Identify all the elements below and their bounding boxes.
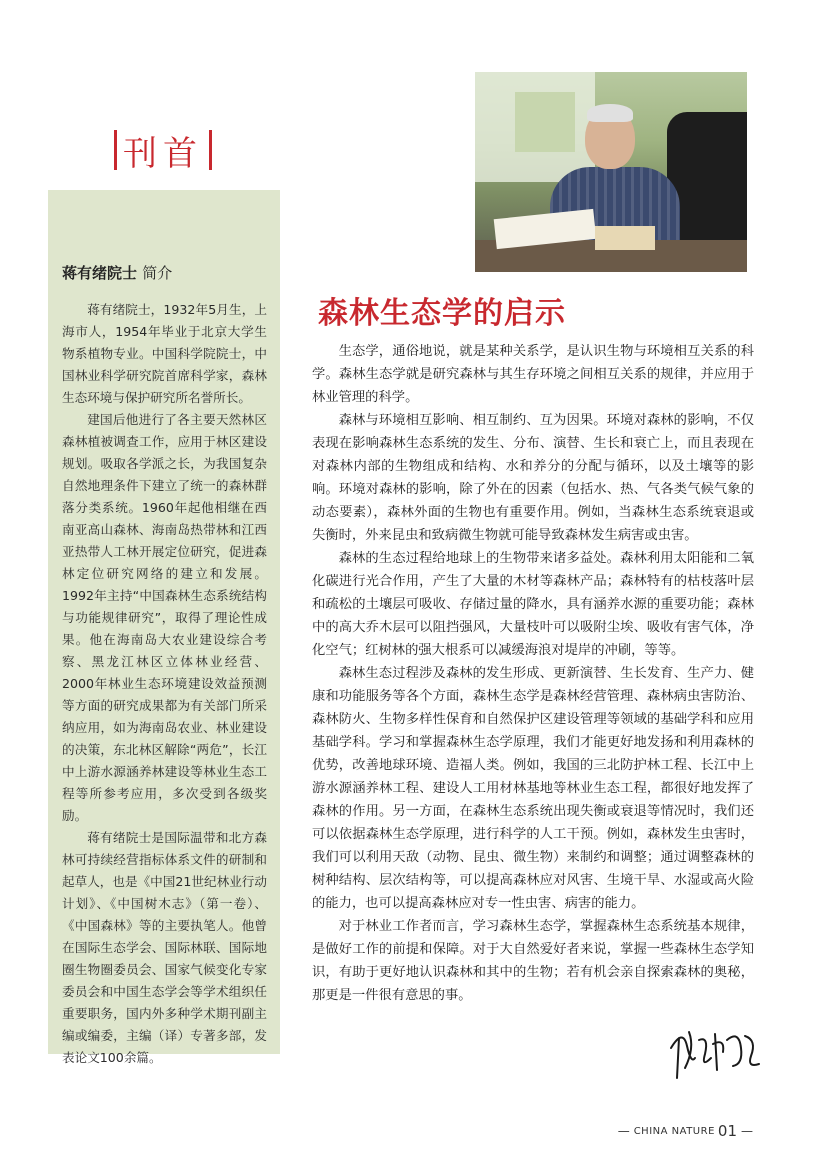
- bio-paragraph: 建国后他进行了各主要天然林区森林植被调查工作，应用于林区建设规划。吸取各学派之长，为我国复杂自然地理条件下建立了统一的森林群落分类系统。1960年起他相继在西南亚高山森林、海南岛热带林和江西亚热带人工林开展定位研究，促进森林定位研究网络的建立和发展。1992年主持“中国森林生态系统结构与功能规律研究”，取得了理论性成果。他在海南岛大农业建设综合考察、黑龙江林区立体林业经营、2000年林业生态环境建设效益预测等方面的研究成果都为有关部门所采纳应用，如为海南岛农业、林业建设的决策，东北林区解除“两危”，长江中上游水源涵养林建设等林业生态工程等所参考应用，多次受到各级奖励。: [62, 412, 267, 823]
- publication-name: CHINA NATURE: [633, 1125, 715, 1137]
- section-tag-bar-right: [209, 130, 212, 170]
- page-number: 01: [717, 1122, 737, 1140]
- article-paragraph: 森林与环境相互影响、相互制约、互为因果。环境对森林的影响，不仅表现在影响森林生态系统的发生、分布、演替、生长和衰亡上，而且表现在对森林内部的生物组成和结构、水和养分的分配与循环，以及土壤等的影响。环境对森林的影响，除了外在的因素（包括水、热、气各类气候气象的动态要素），森林外面的生物也有重要作用。例如，当森林生态系统衰退或失衡时，外来昆虫和致病微生物就可能导致森林发生病害或虫害。: [312, 413, 754, 543]
- section-tag-label: 刊首: [123, 133, 203, 174]
- author-signature: [665, 1018, 765, 1082]
- article-paragraph: 森林生态过程涉及森林的发生形成、更新演替、生长发育、生产力、健康和功能服务等各个方面，森林生态学是森林经营管理、森林病虫害防治、森林防火、生物多样性保育和自然保护区建设管理等领域的基础学科和应用基础学科。学习和掌握森林生态学原理，我们才能更好地发扬和利用森林的优势，改善地球环境、造福人类。例如，我国的三北防护林工程、长江中上游水源涵养林工程、建设人工用材林基地等林业生态工程，都很好地发挥了森林的作用。另一方面，在森林生态系统出现失衡或衰退等情况时，我们还可以依据森林生态学原理，进行科学的人工干预。例如，森林发生虫害时，我们可以利用天敌（动物、昆虫、微生物）来制约和调整；通过调整森林的树种结构、层次结构等，可以提高森林应对风害、生境干旱、水湿或高火险的能力，也可以提高森林应对专一性虫害、病害的能力。: [312, 666, 754, 911]
- section-tag: [108, 128, 218, 172]
- bio-paragraph: 蒋有绪院士，1932年5月生，上海市人，1954年毕业于北京大学生物系植物专业。中国科学院院士，中国林业科学研究院首席科学家，森林生态环境与保护研究所名誉所长。: [62, 302, 267, 405]
- bio-title-suffix: 简介: [142, 264, 173, 282]
- bio-title: [62, 262, 267, 283]
- page-footer: [614, 1122, 757, 1140]
- footer-dash-right: —: [741, 1124, 753, 1138]
- article-body: [312, 340, 754, 1007]
- article-paragraph: 森林的生态过程给地球上的生物带来诸多益处。森林利用太阳能和二氧化碳进行光合作用，产生了大量的木材等森林产品；森林特有的枯枝落叶层和疏松的土壤层可吸收、存储过量的降水，具有涵养水源的重要功能；森林中的高大乔木层可以阻挡强风，大量枝叶可以吸附尘埃、吸收有害气体，净化空气；红树林的强大根系可以减缓海浪对堤岸的冲刷，等等。: [312, 551, 754, 658]
- article-title: 森林生态学的启示: [318, 296, 566, 331]
- section-tag-bar-left: [114, 130, 117, 170]
- footer-dash-left: —: [617, 1124, 630, 1138]
- author-photo: [475, 72, 747, 272]
- article-paragraph: 生态学，通俗地说，就是某种关系学，是认识生物与环境相互关系的科学。森林生态学就是研究森林与其生存环境之间相互关系的规律，并应用于林业管理的科学。: [312, 344, 754, 405]
- bio-paragraph: 蒋有绪院士是国际温带和北方森林可持续经营指标体系文件的研制和起草人，也是《中国21世纪林业行动计划》、《中国树木志》（第一卷）、《中国森林》等的主要执笔人。他曾在国际生态学会、国际林联、国际地圈生物圈委员会、国家气候变化专家委员会和中国生态学会等学术组织任重要职务，国内外多种学术期刊副主编或编委，主编（译）专著多部，发表论文100余篇。: [62, 830, 267, 1065]
- article-paragraph: 对于林业工作者而言，学习森林生态学，掌握森林生态系统基本规律，是做好工作的前提和保障。对于大自然爱好者来说，掌握一些森林生态学知识，有助于更好地认识森林和其中的生物；若有机会亲自探索森林的奥秘，那更是一件很有意思的事。: [312, 919, 754, 1003]
- author-bio-sidebar: [48, 190, 280, 1065]
- bio-name: 蒋有绪院士: [62, 264, 138, 282]
